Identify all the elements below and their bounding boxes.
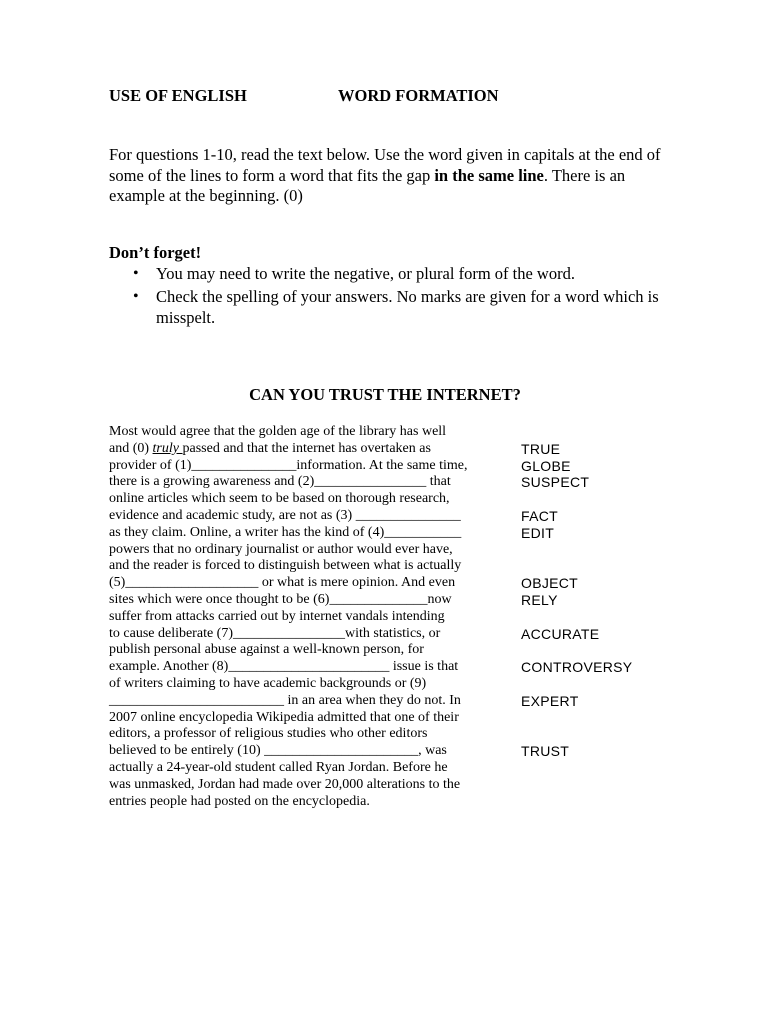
line-text: sites which were once thought to be (6)______________now xyxy=(109,591,452,607)
line-text: (5)___________________ or what is mere opinion. And even xyxy=(109,575,456,591)
keyword: SUSPECT xyxy=(521,474,590,491)
document-header xyxy=(109,86,499,106)
section-title: USE OF ENGLISH xyxy=(109,86,247,105)
keyword: OBJECT xyxy=(521,575,579,592)
line-text: example. Another (8)_______________________ issue is that xyxy=(109,659,459,675)
keyword: RELY xyxy=(521,591,558,608)
instructions-paragraph xyxy=(109,145,669,207)
line-text: powers that no ordinary journalist or author would ever have, xyxy=(109,541,453,557)
line-text xyxy=(109,441,431,458)
line-text: editors, a professor of religious studies who other editors xyxy=(109,726,428,742)
keyword: GLOBE xyxy=(521,457,571,474)
passage-title xyxy=(0,385,768,405)
line-text-post: passed and that the internet has overtaken as xyxy=(182,440,431,456)
line-text: to cause deliberate (7)________________with statistics, or xyxy=(109,625,441,641)
line-text: and the reader is forced to distinguish between what is actually xyxy=(109,558,462,574)
keyword: FACT xyxy=(521,507,558,524)
reminder-item: • You may need to write the negative, or plural form of the word. xyxy=(109,263,669,285)
passage-title-text: CAN YOU TRUST THE INTERNET? xyxy=(249,385,521,404)
line-text-pre: and (0) xyxy=(109,440,153,456)
line-text: evidence and academic study, are not as (3) _______________ xyxy=(109,507,461,523)
keyword: TRUST xyxy=(521,743,570,760)
instructions-text-2: . There is an example at the beginning. (0) xyxy=(109,165,626,205)
line-text: Most would agree that the golden age of the library has well xyxy=(109,424,447,439)
line-text: as they claim. Online, a writer has the kind of (4)___________ xyxy=(109,524,462,540)
line-text: was unmasked, Jordan had made over 20,000 alterations to the xyxy=(109,776,461,792)
line-text: _________________________ in an area when they do not. In xyxy=(109,692,461,708)
keyword: ACCURATE xyxy=(521,625,600,642)
example-answer: truly xyxy=(152,440,183,456)
keyword: EXPERT xyxy=(521,692,579,709)
instructions-text-1: For questions 1-10, read the text below. Use the word given in capitals at the end of some of the lines to form a word that fits the gap xyxy=(109,145,661,185)
exercise-type-title: WORD FORMATION xyxy=(338,86,499,105)
line-text: suffer from attacks carried out by internet vandals intending xyxy=(109,608,445,624)
line-text: there is a growing awareness and (2)________________ that xyxy=(109,474,451,490)
line-text: online articles which seem to be based on thorough research, xyxy=(109,491,450,507)
line-text: believed to be entirely (10) ______________________, was xyxy=(109,743,447,759)
instructions-bold-text: in the same line xyxy=(434,165,544,185)
keyword: EDIT xyxy=(521,524,555,541)
line-text: publish personal abuse against a well-known person, for xyxy=(109,642,424,658)
reminder-title: Don’t forget! xyxy=(109,243,202,262)
line-text: of writers claiming to have academic backgrounds or (9) xyxy=(109,675,427,691)
line-text: 2007 online encyclopedia Wikipedia admitted that one of their xyxy=(109,709,459,725)
line-text: entries people had posted on the encyclopedia. xyxy=(109,793,370,809)
keyword: TRUE xyxy=(521,440,561,457)
reminder-list xyxy=(109,263,669,330)
keyword: CONTROVERSY xyxy=(521,659,633,676)
line-text: actually a 24-year-old student called Ryan Jordan. Before he xyxy=(109,759,448,775)
line-text: provider of (1)_______________information. At the same time, xyxy=(109,457,468,473)
reminder-item: • Check the spelling of your answers. No marks are given for a word which is misspelt. xyxy=(109,286,669,329)
